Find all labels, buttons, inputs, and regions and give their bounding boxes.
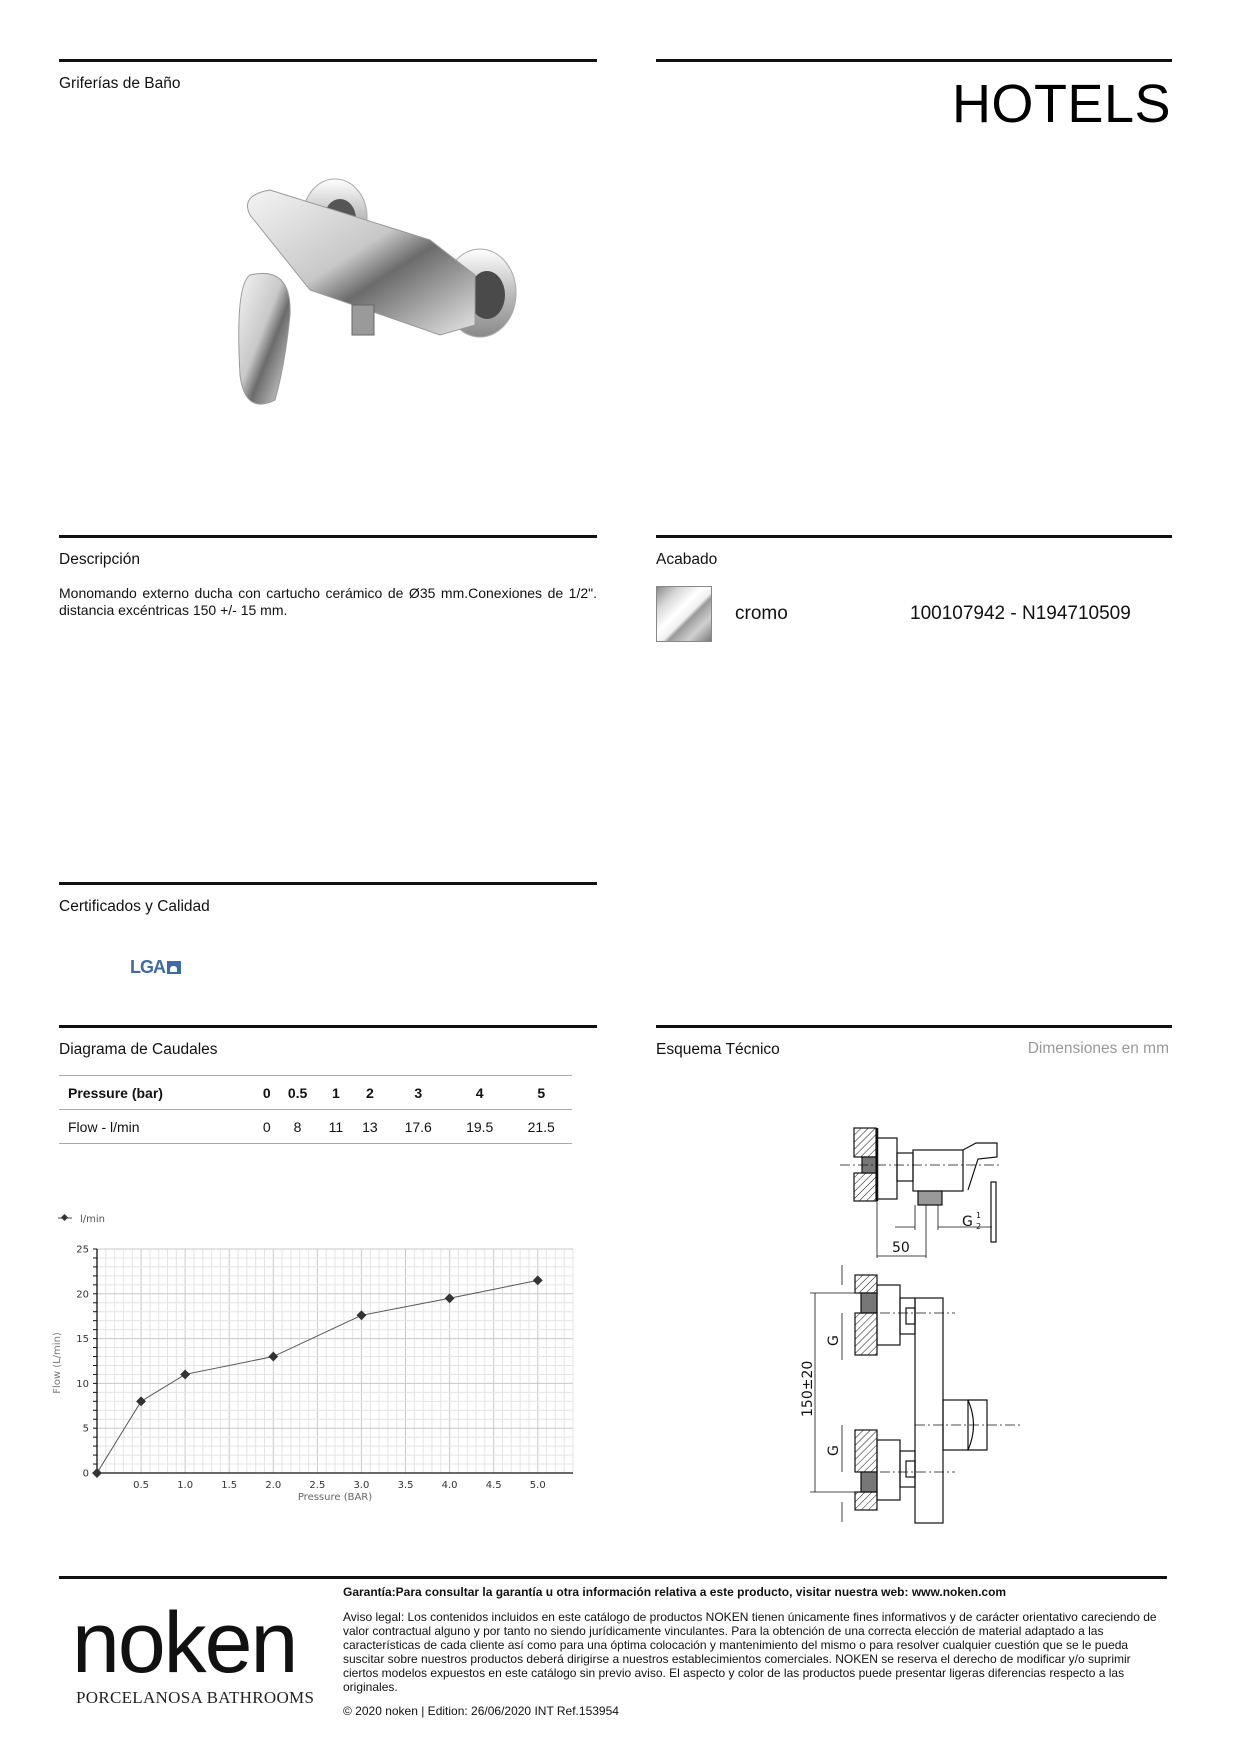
dim-thread-lower: G [826, 1445, 842, 1456]
x-tick-label: 3.5 [397, 1480, 414, 1491]
footer-text [343, 1585, 1168, 1718]
y-tick-label: 25 [76, 1244, 89, 1256]
flow-rule [59, 1025, 597, 1028]
pressure-cell: 5 [510, 1076, 572, 1110]
description-text: Monomando externo ducha con cartucho cerámico de Ø35 mm.Conexiones de 1/2". distancia excéntricas 150 +/- 15 mm. [59, 585, 597, 618]
pressure-cell: 2 [352, 1076, 387, 1110]
x-tick-label: 0.5 [133, 1480, 150, 1491]
x-tick-label: 1.5 [221, 1480, 238, 1491]
chart-axes [93, 1249, 573, 1473]
y-tick-label: 5 [82, 1423, 89, 1435]
pressure-header: Pressure (bar) [59, 1076, 258, 1110]
flow-row [59, 1110, 572, 1144]
pressure-cell: 1 [320, 1076, 353, 1110]
flow-chart [40, 1195, 600, 1515]
flow-header: Flow - l/min [59, 1110, 258, 1144]
units-note: Dimensiones en mm [1027, 1040, 1169, 1057]
legal-notice: Aviso legal: Los contenidos incluidos en este catálogo de productos NOKEN tienen únicamente fines informativos y de carácter orientativo careciendo de valor contractual alguno y por tanto no siendo jurídicamente vinculantes. Para la obtención de una correcta elección de material adaptado a las características de cada cliente así como para una óptima colocación y mantenimiento del mismo o para resolver cualquier cuestión que se le pueda suscitar sobre nuestros productos deberá dirigirse a nuestros establecimientos comerciales. NOKEN se reserva el derecho de modificar y/o suprimir ciertos modelos expuestos en este catálogo sin previo aviso. El aspecto y color de las productos puede presentar ligeras diferencias respecto a las originales. [343, 1610, 1157, 1694]
technical-drawing [780, 1110, 1040, 1530]
finish-name: cromo [735, 603, 788, 624]
x-tick-label: 4.0 [441, 1480, 458, 1491]
x-tick-label: 5.0 [529, 1480, 546, 1491]
pressure-cell: 4 [449, 1076, 510, 1110]
pressure-cell: 3 [387, 1076, 448, 1110]
y-tick-label: 20 [76, 1289, 89, 1301]
y-axis-label: Flow (L/min) [52, 1332, 63, 1394]
finish-rule [656, 535, 1172, 538]
flow-cell: 19.5 [449, 1110, 510, 1144]
lga-icon [167, 961, 181, 974]
pressure-row [59, 1076, 572, 1110]
pressure-cell: 0 [258, 1076, 276, 1110]
lever-handle [239, 273, 290, 404]
data-point [136, 1396, 146, 1406]
data-point [180, 1369, 190, 1379]
description-title: Descripción [59, 551, 140, 568]
flow-cell: 17.6 [387, 1110, 448, 1144]
edition-info: © 2020 noken | Edition: 26/06/2020 INT Ref.153954 [343, 1704, 619, 1718]
technical-title: Esquema Técnico [656, 1041, 780, 1058]
flow-title: Diagrama de Caudales [59, 1041, 218, 1058]
flow-table [59, 1075, 572, 1144]
legend-marker-icon [61, 1214, 68, 1221]
x-axis-label: Pressure (BAR) [297, 1492, 373, 1503]
pressure-cell: 0.5 [276, 1076, 320, 1110]
warranty-text: Garantía:Para consultar la garantía u otra información relativa a este producto, visitar nuestra web: www.noken.com [343, 1585, 1007, 1599]
product-image [230, 165, 560, 415]
flow-cell: 13 [352, 1110, 387, 1144]
x-tick-label: 4.5 [485, 1480, 502, 1491]
technical-rule [656, 1025, 1172, 1028]
chart-ticks [76, 1245, 545, 1492]
y-tick-label: 15 [76, 1334, 89, 1346]
header-rule-right [656, 59, 1172, 62]
data-point [92, 1468, 102, 1478]
dim-centers: 150±20 [800, 1360, 816, 1417]
footer-rule [59, 1576, 1167, 1579]
x-tick-label: 1.0 [177, 1480, 194, 1491]
lga-label: LGA [130, 957, 165, 977]
dim-depth: 50 [892, 1240, 910, 1256]
header-rule-left [59, 59, 597, 62]
chart-legend [58, 1214, 105, 1225]
flow-cell: 0 [258, 1110, 276, 1144]
chart-grid [97, 1249, 573, 1473]
data-point [268, 1352, 278, 1362]
certificates-rule [59, 882, 597, 885]
dim-thread-side: G [962, 1214, 973, 1230]
x-tick-label: 2.5 [309, 1480, 326, 1491]
lga-certificate-logo [130, 957, 181, 978]
dim-thread-num: 1 [976, 1211, 982, 1220]
y-tick-label: 0 [82, 1468, 89, 1480]
x-tick-label: 2.0 [265, 1480, 282, 1491]
data-point [445, 1293, 455, 1303]
certificates-title: Certificados y Calidad [59, 898, 210, 915]
flow-cell: 8 [276, 1110, 320, 1144]
legend-label: l/min [80, 1214, 106, 1225]
y-tick-label: 10 [76, 1378, 89, 1390]
finish-title: Acabado [656, 551, 718, 568]
collection-title: HOTELS [951, 74, 1171, 134]
dim-thread-den: 2 [976, 1222, 982, 1231]
dim-thread-upper: G [826, 1335, 842, 1346]
flow-cell: 21.5 [510, 1110, 572, 1144]
finish-swatch-chrome [656, 586, 712, 642]
flow-cell: 11 [320, 1110, 353, 1144]
side-view [840, 1128, 1000, 1258]
category-label: Griferías de Baño [59, 75, 181, 92]
data-point [533, 1275, 543, 1285]
description-rule [59, 535, 597, 538]
brand-subtitle: PORCELANOSA BATHROOMS [76, 1688, 315, 1707]
finish-code: 100107942 - N194710509 [910, 603, 1131, 624]
brand-logo: noken [72, 1595, 297, 1691]
front-view [800, 1265, 1020, 1523]
x-tick-label: 3.0 [353, 1480, 370, 1491]
outlet-thread [352, 305, 374, 335]
